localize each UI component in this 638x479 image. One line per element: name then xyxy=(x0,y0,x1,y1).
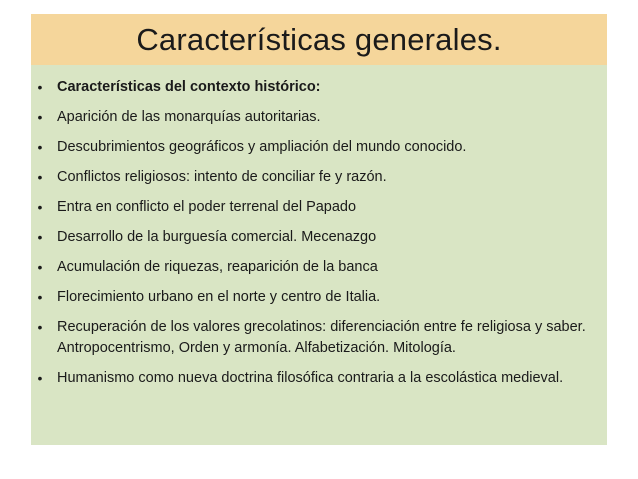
bullet-icon: • xyxy=(37,370,43,386)
bullet-icon: • xyxy=(37,139,43,155)
bullet-text: Desarrollo de la burguesía comercial. Mecenazgo xyxy=(57,229,377,245)
bullet-text: Descubrimientos geográficos y ampliación del mundo conocido. xyxy=(57,139,467,155)
bullet-item-greco-latin xyxy=(31,317,607,359)
bullet-icon: • xyxy=(37,259,43,275)
bullet-item-bourgeoisie xyxy=(31,227,607,248)
bullet-text: Características del contexto histórico: xyxy=(57,79,321,95)
bullet-icon: • xyxy=(37,79,43,95)
bullet-item-wealth xyxy=(31,257,607,278)
bullet-text: Humanismo como nueva doctrina filosófica contraria a la escolástica medieval. xyxy=(57,370,564,386)
bullet-icon: • xyxy=(37,319,43,335)
bullet-text: Recuperación de los valores grecolatinos: diferenciación entre fe religiosa y saber. Antropocentrismo, Orden y armonía. Alfabetización. Mitología. xyxy=(57,319,586,356)
bullet-text: Acumulación de riquezas, reaparición de la banca xyxy=(57,259,378,275)
bullet-item-urban xyxy=(31,287,607,308)
content-box xyxy=(31,65,607,445)
bullet-item-papacy xyxy=(31,197,607,218)
bullet-list xyxy=(31,77,607,398)
bullet-icon: • xyxy=(37,169,43,185)
bullet-icon: • xyxy=(37,109,43,125)
bullet-icon: • xyxy=(37,199,43,215)
bullet-icon: • xyxy=(37,289,43,305)
bullet-item-humanism xyxy=(31,368,607,389)
slide-title: Características generales. xyxy=(136,21,502,57)
bullet-item-discoveries xyxy=(31,137,607,158)
bullet-item-monarchies xyxy=(31,107,607,128)
bullet-item-religious-conflicts xyxy=(31,167,607,188)
bullet-item-context-heading xyxy=(31,77,607,98)
bullet-text: Florecimiento urbano en el norte y centro de Italia. xyxy=(57,289,381,305)
title-bar xyxy=(31,14,607,65)
bullet-text: Entra en conflicto el poder terrenal del Papado xyxy=(57,199,357,215)
bullet-text: Conflictos religiosos: intento de conciliar fe y razón. xyxy=(57,169,387,185)
bullet-text: Aparición de las monarquías autoritarias. xyxy=(57,109,321,125)
bullet-icon: • xyxy=(37,229,43,245)
